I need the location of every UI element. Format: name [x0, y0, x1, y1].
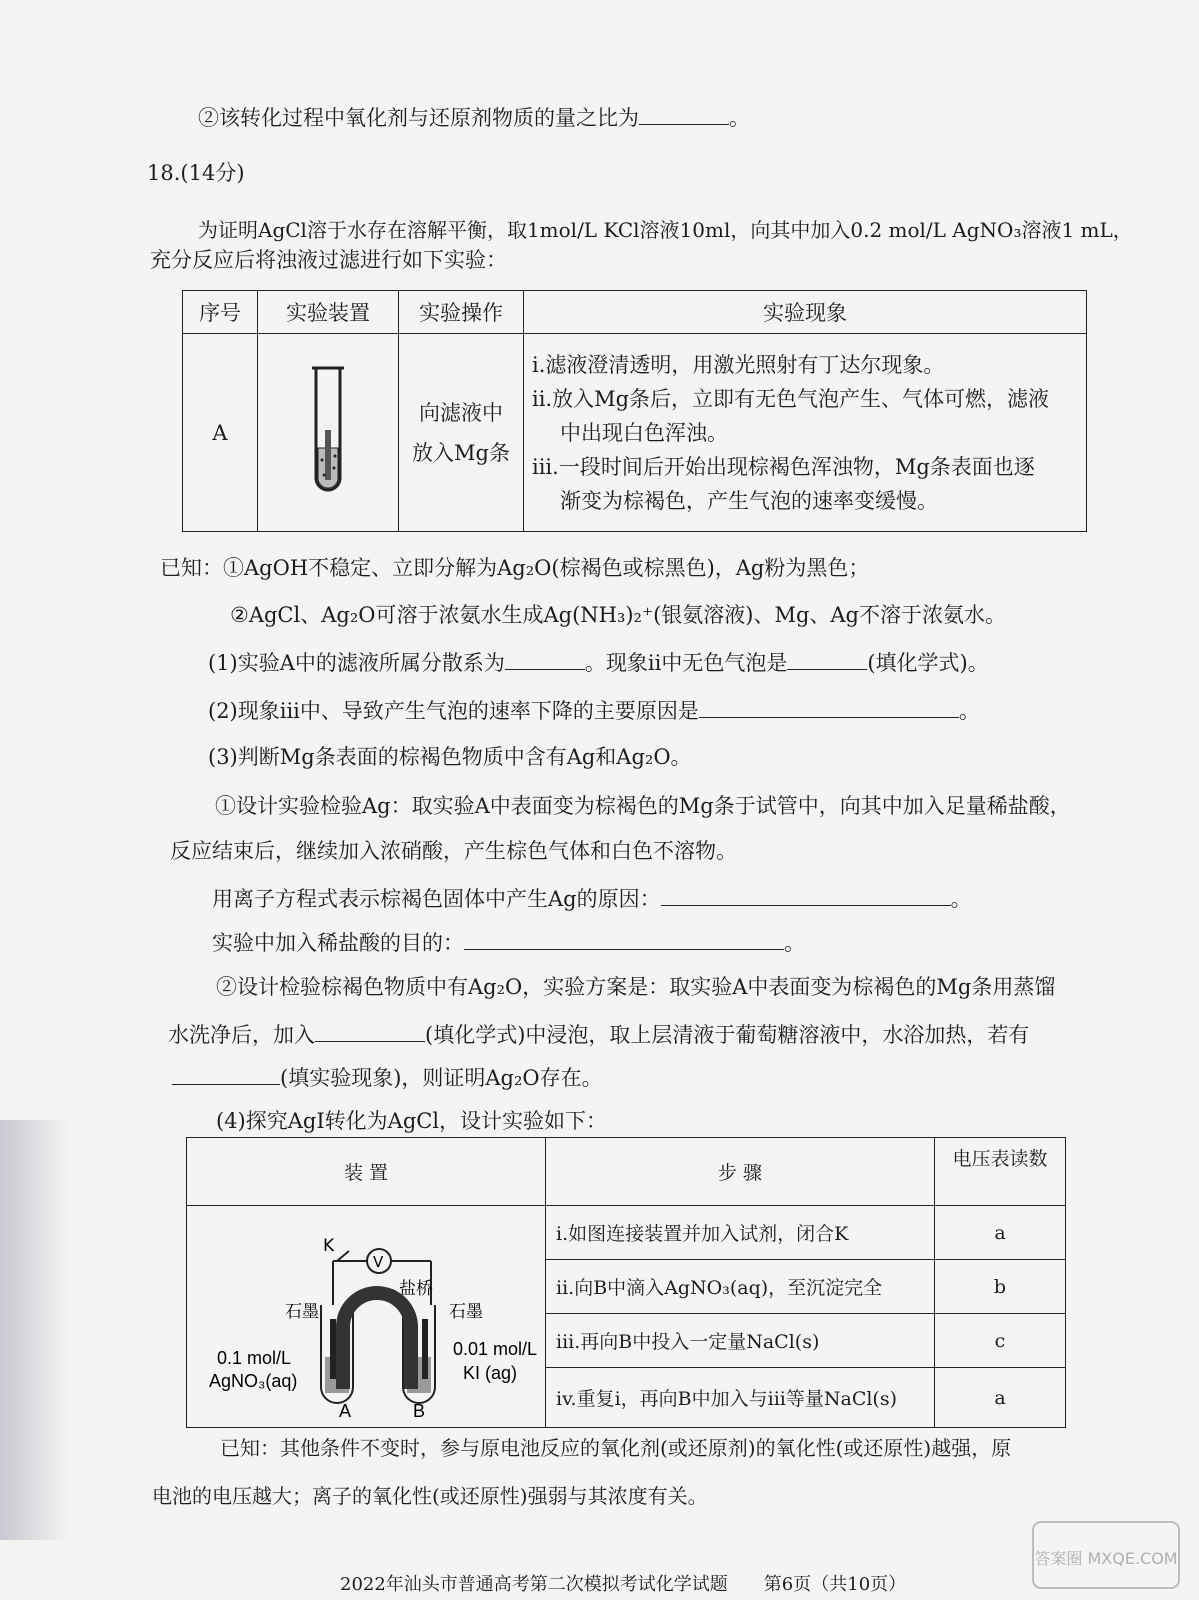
header-apparatus: 实验装置 — [258, 291, 399, 334]
answer-blank[interactable] — [699, 697, 959, 718]
observation-2a: ii.放入Mg条后，立即有无色气泡产生、气体可燃，滤液 — [532, 386, 1050, 411]
part-4: (4)探究AgI转化为AgCl，设计实验如下： — [216, 1109, 608, 1133]
experiment-table — [182, 290, 1087, 532]
header-number: 序号 — [183, 291, 258, 334]
known-3-line2: 电池的电压越大；离子的氧化性(或还原性)强弱与其浓度有关。 — [152, 1484, 708, 1508]
left-solution-label: AgNO₃(aq) — [209, 1370, 298, 1391]
voltmeter-icon: V — [373, 1252, 384, 1271]
operation-line1: 向滤液中 — [419, 400, 503, 425]
part3-2-text-a: 水洗净后，加入 — [168, 1023, 315, 1047]
answer-blank[interactable] — [315, 1021, 425, 1042]
observation-3b: 渐变为棕褐色，产生气泡的速率变缓慢。 — [560, 488, 938, 513]
reading-2: b — [935, 1260, 1066, 1314]
period: 。 — [729, 106, 750, 130]
equation-prompt: 用离子方程式表示棕褐色固体中产生Ag的原因： — [212, 887, 661, 911]
answer-blank[interactable] — [505, 649, 585, 670]
phenomenon-cell — [524, 334, 1087, 532]
observation-1: i.滤液澄清透明，用激光照射有丁达尔现象。 — [532, 352, 945, 377]
page-footer: 2022年汕头市普通高考第二次模拟考试化学试题 第6页（共10页） — [340, 1574, 907, 1595]
period: 。 — [958, 699, 980, 723]
operation-cell — [399, 334, 524, 532]
observation-3a: iii.一段时间后开始出现棕褐色浑浊物，Mg条表面也逐 — [532, 454, 1035, 479]
scan-shadow — [0, 1120, 70, 1540]
right-solution-label: KI (ag) — [463, 1362, 518, 1383]
answer-blank[interactable] — [172, 1064, 280, 1085]
question-score: (14分) — [180, 161, 245, 185]
period: 。 — [784, 931, 805, 955]
table-row — [187, 1206, 1066, 1260]
galvanic-cell-diagram — [187, 1209, 543, 1425]
answer-blank[interactable] — [639, 104, 729, 125]
part3-1-equation — [212, 884, 972, 914]
answer-blank[interactable] — [464, 929, 784, 950]
header-voltmeter-reading: 电压表读数 — [935, 1138, 1066, 1206]
part3-1-line2: 反应结束后，继续加入浓硝酸，产生棕色气体和白色不溶物。 — [170, 839, 737, 863]
right-electrode-label: 石墨 — [449, 1301, 483, 1322]
part3-2-text-b: (填化学式)中浸泡，取上层清液于葡萄糖溶液中，水浴加热，若有 — [425, 1023, 1030, 1047]
q18-intro-line2: 充分反应后将浊液过滤进行如下实验： — [150, 248, 507, 272]
q18-intro-line1: 为证明AgCl溶于水存在溶解平衡，取1mol/L KCl溶液10ml，向其中加入0.2 mol/L AgNO₃溶液1 mL， — [198, 218, 1133, 242]
reading-4: a — [935, 1368, 1066, 1428]
reading-3: c — [935, 1314, 1066, 1368]
period: 。 — [950, 887, 972, 911]
known-2: ②AgCl、Ag₂O可溶于浓氨水生成Ag(NH₃)₂⁺(银氨溶液)、Mg、Ag不溶于浓氨水。 — [230, 603, 1007, 627]
part1-text-b: 。现象ii中无色气泡是 — [584, 651, 788, 675]
q18-heading — [147, 158, 245, 188]
left-concentration-label: 0.1 mol/L — [217, 1347, 292, 1368]
part1-text-c: (填化学式)。 — [867, 651, 989, 675]
operation-line2: 放入Mg条 — [412, 440, 510, 465]
switch-k-label: K — [323, 1235, 335, 1256]
q17-text: ②该转化过程中氧化剂与还原剂物质的量之比为 — [198, 106, 639, 130]
galvanic-cell-cell — [187, 1206, 546, 1428]
agi-experiment-table — [186, 1137, 1066, 1428]
table-row — [183, 334, 1087, 532]
test-tube-icon — [298, 360, 358, 500]
header-apparatus: 装 置 — [187, 1138, 546, 1206]
part-2 — [208, 696, 980, 726]
part3-2-line2 — [168, 1020, 1029, 1050]
observation-2b: 中出现白色浑浊。 — [560, 420, 728, 445]
step-4: iv.重复i，再向B中加入与iii等量NaCl(s) — [546, 1368, 935, 1428]
table-header-row — [183, 291, 1087, 334]
step-3: iii.再向B中投入一定量NaCl(s) — [546, 1314, 935, 1368]
step-1: i.如图连接装置并加入试剂，闭合K — [546, 1206, 935, 1260]
salt-bridge-label: 盐桥 — [399, 1278, 433, 1299]
beaker-a-label: A — [339, 1400, 352, 1421]
part3-2-text-c: (填实验现象)，则证明Ag₂O存在。 — [280, 1066, 603, 1090]
watermark-logo — [1031, 1520, 1181, 1590]
purpose-prompt: 实验中加入稀盐酸的目的： — [212, 931, 464, 955]
test-tube-cell — [258, 334, 399, 532]
part-1 — [208, 648, 989, 678]
part3-1-purpose — [212, 928, 805, 958]
header-phenomenon: 实验现象 — [524, 291, 1087, 334]
part3-2-line1: ②设计检验棕褐色物质中有Ag₂O，实验方案是：取实验A中表面变为棕褐色的Mg条用蒸馏 — [216, 975, 1056, 999]
part2-text: (2)现象iii中、导致产生气泡的速率下降的主要原因是 — [208, 699, 699, 723]
q17-subquestion — [198, 103, 750, 133]
right-concentration-label: 0.01 mol/L — [453, 1338, 538, 1359]
question-number: 18. — [147, 161, 181, 185]
known-1: 已知：①AgOH不稳定、立即分解为Ag₂O(棕褐色或棕黑色)，Ag粉为黑色； — [160, 556, 870, 580]
part-3: (3)判断Mg条表面的棕褐色物质中含有Ag和Ag₂O。 — [208, 745, 692, 769]
part3-2-line3 — [172, 1063, 603, 1093]
part1-text-a: (1)实验A中的滤液所属分散系为 — [208, 651, 505, 675]
reading-1: a — [935, 1206, 1066, 1260]
answer-blank[interactable] — [661, 885, 951, 906]
answer-blank[interactable] — [787, 649, 867, 670]
step-2: ii.向B中滴入AgNO₃(aq)，至沉淀完全 — [546, 1260, 935, 1314]
row-id: A — [183, 334, 258, 532]
beaker-b-label: B — [413, 1400, 426, 1421]
known-3-line1: 已知：其他条件不变时，参与原电池反应的氧化剂(或还原剂)的氧化性(或还原性)越强，原 — [220, 1436, 1012, 1460]
header-steps: 步 骤 — [546, 1138, 935, 1206]
header-operation: 实验操作 — [399, 291, 524, 334]
part3-1-line1: ①设计实验检验Ag：取实验A中表面变为棕褐色的Mg条于试管中，向其中加入足量稀盐酸， — [215, 794, 1071, 818]
table-header-row — [187, 1138, 1066, 1206]
left-electrode-label: 石墨 — [285, 1301, 319, 1322]
watermark-text: 答案圈 MXQE.COM — [1034, 1549, 1178, 1568]
